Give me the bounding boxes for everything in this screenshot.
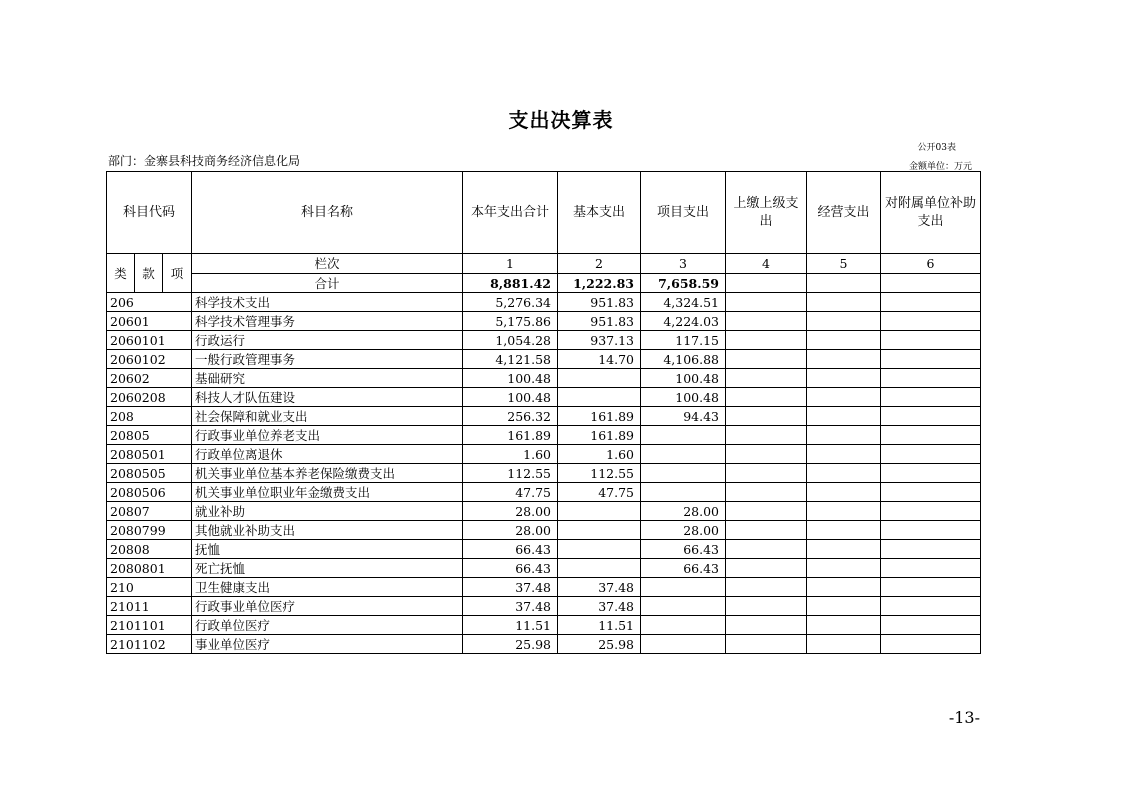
- cell-basic: [558, 502, 641, 521]
- cell-business: [807, 635, 881, 654]
- table-row: [107, 483, 981, 502]
- cell-basic: 161.89: [558, 407, 641, 426]
- header-subsidy: 对附属单位补助支出: [881, 172, 981, 254]
- cell-project: 28.00: [641, 521, 726, 540]
- cell-code: 20602: [107, 369, 192, 388]
- cell-superior: [726, 635, 807, 654]
- cell-basic: 951.83: [558, 312, 641, 331]
- cell-code: 208: [107, 407, 192, 426]
- cell-basic: 11.51: [558, 616, 641, 635]
- cell-total: 112.55: [463, 464, 558, 483]
- total-basic: 1,222.83: [558, 274, 641, 293]
- header-xiang: 项: [163, 254, 192, 293]
- cell-project: [641, 578, 726, 597]
- table-row: [107, 502, 981, 521]
- cell-basic: [558, 388, 641, 407]
- col-num-5: 5: [807, 254, 881, 274]
- total-project: 7,658.59: [641, 274, 726, 293]
- cell-project: [641, 445, 726, 464]
- cell-code: 2060208: [107, 388, 192, 407]
- cell-project: [641, 616, 726, 635]
- table-row: [107, 521, 981, 540]
- cell-superior: [726, 312, 807, 331]
- page-title: 支出决算表: [508, 108, 614, 132]
- cell-name: 机关事业单位职业年金缴费支出: [192, 483, 463, 502]
- column-number-row: [107, 254, 981, 274]
- header-basic: 基本支出: [558, 172, 641, 254]
- cell-business: [807, 559, 881, 578]
- cell-code: 210: [107, 578, 192, 597]
- cell-name: 科技人才队伍建设: [192, 388, 463, 407]
- cell-basic: 161.89: [558, 426, 641, 445]
- cell-subsidy: [881, 388, 981, 407]
- table-row: [107, 350, 981, 369]
- cell-business: [807, 483, 881, 502]
- cell-name: 死亡抚恤: [192, 559, 463, 578]
- cell-business: [807, 540, 881, 559]
- cell-basic: 47.75: [558, 483, 641, 502]
- total-amount: 8,881.42: [463, 274, 558, 293]
- cell-superior: [726, 578, 807, 597]
- cell-total: 1.60: [463, 445, 558, 464]
- cell-subsidy: [881, 578, 981, 597]
- cell-subsidy: [881, 426, 981, 445]
- cell-name: 就业补助: [192, 502, 463, 521]
- cell-name: 机关事业单位基本养老保险缴费支出: [192, 464, 463, 483]
- table-row: [107, 616, 981, 635]
- form-code: 公开03表: [917, 143, 956, 153]
- cell-superior: [726, 483, 807, 502]
- header-total: 本年支出合计: [463, 172, 558, 254]
- cell-business: [807, 426, 881, 445]
- cell-total: 37.48: [463, 597, 558, 616]
- cell-superior: [726, 350, 807, 369]
- header-code: 科目代码: [107, 172, 192, 254]
- cell-project: 4,106.88: [641, 350, 726, 369]
- cell-total: 66.43: [463, 540, 558, 559]
- cell-business: [807, 331, 881, 350]
- cell-total: 100.48: [463, 388, 558, 407]
- cell-name: 基础研究: [192, 369, 463, 388]
- col-num-4: 4: [726, 254, 807, 274]
- cell-name: 卫生健康支出: [192, 578, 463, 597]
- table-row: [107, 407, 981, 426]
- cell-code: 20601: [107, 312, 192, 331]
- cell-business: [807, 312, 881, 331]
- table-row: [107, 635, 981, 654]
- cell-name: 社会保障和就业支出: [192, 407, 463, 426]
- cell-name: 行政单位离退休: [192, 445, 463, 464]
- cell-project: [641, 597, 726, 616]
- col-num-2: 2: [558, 254, 641, 274]
- cell-business: [807, 502, 881, 521]
- total-business: [807, 274, 881, 293]
- cell-total: 37.48: [463, 578, 558, 597]
- cell-name: 事业单位医疗: [192, 635, 463, 654]
- cell-project: 4,324.51: [641, 293, 726, 312]
- cell-superior: [726, 445, 807, 464]
- cell-code: 2101102: [107, 635, 192, 654]
- header-kuan: 款: [135, 254, 163, 293]
- cell-code: 2080506: [107, 483, 192, 502]
- table-row: [107, 331, 981, 350]
- total-label: 合计: [192, 274, 463, 293]
- cell-subsidy: [881, 350, 981, 369]
- cell-superior: [726, 464, 807, 483]
- total-row: [107, 274, 981, 293]
- header-business: 经营支出: [807, 172, 881, 254]
- cell-business: [807, 597, 881, 616]
- cell-subsidy: [881, 445, 981, 464]
- cell-superior: [726, 559, 807, 578]
- cell-code: 2080501: [107, 445, 192, 464]
- cell-subsidy: [881, 312, 981, 331]
- cell-subsidy: [881, 483, 981, 502]
- cell-project: 66.43: [641, 559, 726, 578]
- cell-code: 2080801: [107, 559, 192, 578]
- table-row: [107, 578, 981, 597]
- cell-subsidy: [881, 521, 981, 540]
- cell-subsidy: [881, 502, 981, 521]
- cell-superior: [726, 597, 807, 616]
- cell-total: 47.75: [463, 483, 558, 502]
- cell-project: 4,224.03: [641, 312, 726, 331]
- cell-basic: 14.70: [558, 350, 641, 369]
- cell-superior: [726, 426, 807, 445]
- cell-superior: [726, 369, 807, 388]
- table-row: [107, 464, 981, 483]
- table-row: [107, 540, 981, 559]
- table-row: [107, 388, 981, 407]
- cell-basic: 25.98: [558, 635, 641, 654]
- cell-code: 20808: [107, 540, 192, 559]
- cell-subsidy: [881, 407, 981, 426]
- cell-total: 161.89: [463, 426, 558, 445]
- cell-project: [641, 483, 726, 502]
- cell-superior: [726, 502, 807, 521]
- cell-basic: 112.55: [558, 464, 641, 483]
- unit-label: 金额单位：万元: [908, 162, 972, 172]
- cell-total: 5,175.86: [463, 312, 558, 331]
- header-lei: 类: [107, 254, 135, 293]
- cell-name: 行政事业单位养老支出: [192, 426, 463, 445]
- cell-subsidy: [881, 464, 981, 483]
- cell-total: 100.48: [463, 369, 558, 388]
- cell-basic: [558, 559, 641, 578]
- cell-name: 行政单位医疗: [192, 616, 463, 635]
- table-row: [107, 426, 981, 445]
- cell-business: [807, 350, 881, 369]
- cell-superior: [726, 521, 807, 540]
- cell-name: 科学技术支出: [192, 293, 463, 312]
- cell-code: 21011: [107, 597, 192, 616]
- cell-total: 28.00: [463, 521, 558, 540]
- table-row: [107, 312, 981, 331]
- expenditure-table: [106, 171, 981, 654]
- cell-business: [807, 407, 881, 426]
- table-row: [107, 559, 981, 578]
- cell-subsidy: [881, 597, 981, 616]
- col-num-1: 1: [463, 254, 558, 274]
- cell-subsidy: [881, 540, 981, 559]
- cell-project: [641, 635, 726, 654]
- cell-name: 行政事业单位医疗: [192, 597, 463, 616]
- cell-business: [807, 464, 881, 483]
- cell-code: 20807: [107, 502, 192, 521]
- cell-basic: 937.13: [558, 331, 641, 350]
- total-superior: [726, 274, 807, 293]
- cell-name: 一般行政管理事务: [192, 350, 463, 369]
- cell-basic: [558, 540, 641, 559]
- total-subsidy: [881, 274, 981, 293]
- cell-business: [807, 388, 881, 407]
- cell-total: 11.51: [463, 616, 558, 635]
- cell-total: 28.00: [463, 502, 558, 521]
- cell-subsidy: [881, 635, 981, 654]
- cell-project: [641, 426, 726, 445]
- cell-subsidy: [881, 331, 981, 350]
- header-row: [107, 172, 981, 254]
- cell-subsidy: [881, 616, 981, 635]
- cell-project: [641, 464, 726, 483]
- cell-project: 66.43: [641, 540, 726, 559]
- cell-name: 抚恤: [192, 540, 463, 559]
- cell-code: 2101101: [107, 616, 192, 635]
- department-label: 部门：金寨县科技商务经济信息化局: [108, 154, 301, 168]
- cell-project: 28.00: [641, 502, 726, 521]
- header-name: 科目名称: [192, 172, 463, 254]
- cell-superior: [726, 616, 807, 635]
- cell-name: 其他就业补助支出: [192, 521, 463, 540]
- cell-name: 行政运行: [192, 331, 463, 350]
- table-row: [107, 445, 981, 464]
- cell-project: 94.43: [641, 407, 726, 426]
- table-row: [107, 369, 981, 388]
- page-number: -13-: [948, 708, 980, 727]
- cell-superior: [726, 407, 807, 426]
- cell-superior: [726, 540, 807, 559]
- cell-basic: 951.83: [558, 293, 641, 312]
- col-num-3: 3: [641, 254, 726, 274]
- cell-business: [807, 521, 881, 540]
- cell-business: [807, 445, 881, 464]
- cell-project: 100.48: [641, 369, 726, 388]
- header-project: 项目支出: [641, 172, 726, 254]
- cell-superior: [726, 331, 807, 350]
- cell-basic: [558, 521, 641, 540]
- cell-subsidy: [881, 559, 981, 578]
- cell-business: [807, 369, 881, 388]
- cell-total: 5,276.34: [463, 293, 558, 312]
- cell-subsidy: [881, 369, 981, 388]
- cell-business: [807, 616, 881, 635]
- cell-basic: 37.48: [558, 578, 641, 597]
- cell-total: 4,121.58: [463, 350, 558, 369]
- cell-code: 2060102: [107, 350, 192, 369]
- cell-basic: [558, 369, 641, 388]
- cell-business: [807, 578, 881, 597]
- cell-project: 100.48: [641, 388, 726, 407]
- header-superior: 上缴上级支出: [726, 172, 807, 254]
- cell-total: 1,054.28: [463, 331, 558, 350]
- table-row: [107, 293, 981, 312]
- cell-basic: 1.60: [558, 445, 641, 464]
- cell-subsidy: [881, 293, 981, 312]
- table-row: [107, 597, 981, 616]
- cell-code: 2080799: [107, 521, 192, 540]
- cell-code: 20805: [107, 426, 192, 445]
- cell-superior: [726, 293, 807, 312]
- cell-business: [807, 293, 881, 312]
- cell-code: 206: [107, 293, 192, 312]
- cell-total: 66.43: [463, 559, 558, 578]
- column-label: 栏次: [192, 254, 463, 274]
- cell-code: 2060101: [107, 331, 192, 350]
- cell-name: 科学技术管理事务: [192, 312, 463, 331]
- cell-code: 2080505: [107, 464, 192, 483]
- col-num-6: 6: [881, 254, 981, 274]
- cell-total: 25.98: [463, 635, 558, 654]
- cell-project: 117.15: [641, 331, 726, 350]
- cell-superior: [726, 388, 807, 407]
- cell-basic: 37.48: [558, 597, 641, 616]
- cell-total: 256.32: [463, 407, 558, 426]
